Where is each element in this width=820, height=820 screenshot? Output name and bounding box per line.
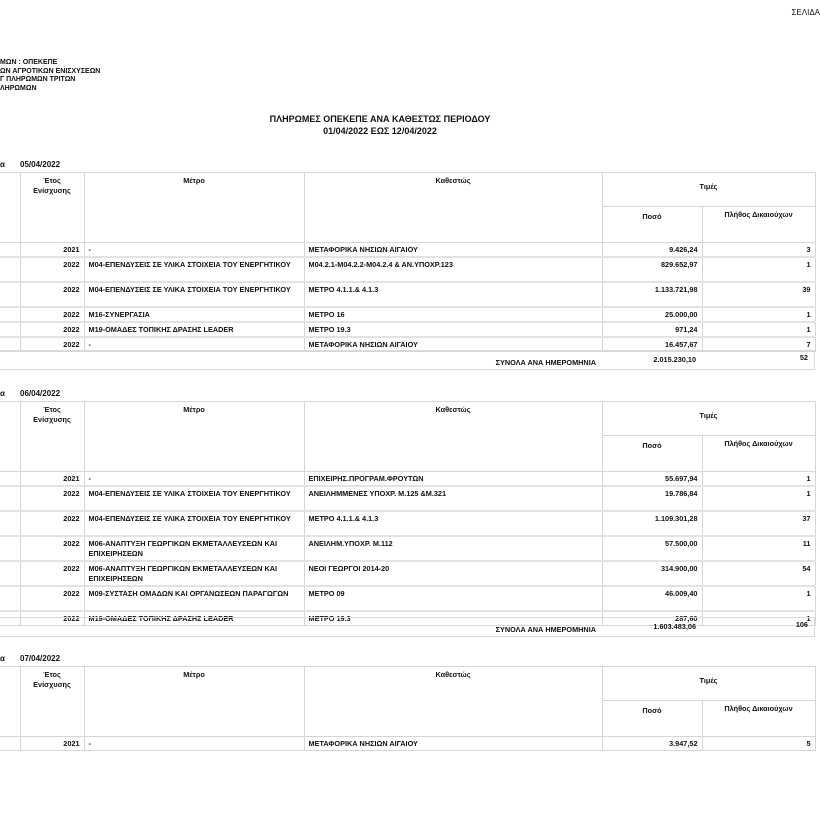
row-blank xyxy=(0,586,20,611)
row-blank xyxy=(0,472,20,487)
table-row xyxy=(0,536,815,561)
cell-year: 2022 xyxy=(20,337,84,352)
cell-amount: 971,24 xyxy=(602,322,702,337)
cell-amount: 46.009,40 xyxy=(602,586,702,611)
row-blank xyxy=(0,257,20,282)
total-amount: 1.603.483,06 xyxy=(653,622,696,631)
header-measure: Μέτρο xyxy=(84,173,304,243)
header-measure: Μέτρο xyxy=(84,402,304,472)
date-totals-row xyxy=(0,617,815,637)
header-values: Τιμές xyxy=(602,667,815,701)
header-year: Έτος Ενίσχυσης xyxy=(20,173,84,243)
header-values: Τιμές xyxy=(602,402,815,436)
payment-date: 06/04/2022 xyxy=(20,389,61,398)
cell-count: 1 xyxy=(702,307,815,322)
cell-scheme: ΜΕΤΡΟ 16 xyxy=(304,307,602,322)
payments-table xyxy=(0,666,816,751)
cell-count: 37 xyxy=(702,511,815,536)
header-count: Πλήθος Δικαιούχων xyxy=(702,436,815,472)
cell-scheme: ΜΕΤΑΦΟΡΙΚΑ ΝΗΣΙΩΝ ΑΙΓΑΙΟΥ xyxy=(304,737,602,751)
cell-measure: Μ19-ΟΜΑΔΕΣ ΤΟΠΙΚΗΣ ΔΡΑΣΗΣ LEADER xyxy=(84,611,304,626)
cell-measure: - xyxy=(84,737,304,751)
cell-measure: - xyxy=(84,337,304,352)
page-label: ΣΕΛΙΔΑ xyxy=(791,8,820,17)
cell-count: 11 xyxy=(702,536,815,561)
cell-amount: 25.000,00 xyxy=(602,307,702,322)
cell-scheme: ΜΕΤΡΟ 09 xyxy=(304,586,602,611)
cell-scheme: ΑΝΕΙΛΗΜΜΕΝΕΣ ΥΠΟΧΡ. Μ.125 &Μ.321 xyxy=(304,486,602,511)
cell-year: 2022 xyxy=(20,307,84,322)
cell-amount: 314.900,00 xyxy=(602,561,702,586)
header-values: Τιμές xyxy=(602,173,815,207)
totals-label: ΣΥΝΟΛΑ ΑΝΑ ΗΜΕΡΟΜΗΝΙΑ xyxy=(495,625,596,634)
header-blank xyxy=(0,173,20,243)
section-date-row xyxy=(0,654,200,664)
row-blank xyxy=(0,307,20,322)
cell-count: 54 xyxy=(702,561,815,586)
row-blank xyxy=(0,737,20,751)
total-count: 52 xyxy=(799,353,808,362)
cell-measure: Μ19-ΟΜΑΔΕΣ ΤΟΠΙΚΗΣ ΔΡΑΣΗΣ LEADER xyxy=(84,322,304,337)
totals-label: ΣΥΝΟΛΑ ΑΝΑ ΗΜΕΡΟΜΗΝΙΑ xyxy=(495,358,596,367)
date-label: α xyxy=(0,654,5,663)
row-blank xyxy=(0,561,20,586)
table-row xyxy=(0,307,815,322)
org-line: Γ ΠΛΗΡΩΜΩΝ ΤΡΙΤΩΝ xyxy=(0,76,76,83)
cell-scheme: ΜΕΤΡΟ 4.1.1.& 4.1.3 xyxy=(304,282,602,307)
table-row xyxy=(0,472,815,487)
header-scheme: Καθεστώς xyxy=(304,402,602,472)
cell-scheme: ΜΕΤΡΟ 19.3 xyxy=(304,322,602,337)
date-label: α xyxy=(0,389,5,398)
cell-measure: Μ06-ΑΝΑΠΤΥΞΗ ΓΕΩΡΓΙΚΩΝ ΕΚΜΕΤΑΛΛΕΥΣΕΩΝ ΚΑΙ ΕΠΙΧΕΙΡΗΣΕΩΝ xyxy=(84,561,304,586)
cell-measure: Μ04-ΕΠΕΝΔΥΣΕΙΣ ΣΕ ΥΛΙΚΑ ΣΤΟΙΧΕΙΑ ΤΟΥ ΕΝΕΡΓΗΤΙΚΟΥ xyxy=(84,282,304,307)
cell-amount: 16.457,67 xyxy=(602,337,702,352)
cell-measure: Μ09-ΣΥΣΤΑΣΗ ΟΜΑΔΩΝ ΚΑΙ ΟΡΓΑΝΩΣΕΩΝ ΠΑΡΑΓΩΓΩΝ xyxy=(84,586,304,611)
org-line: ΛΗΡΩΜΩΝ xyxy=(0,84,37,92)
cell-amount: 1.133.721,98 xyxy=(602,282,702,307)
header-blank xyxy=(0,402,20,472)
cell-year: 2022 xyxy=(20,257,84,282)
cell-amount: 57.500,00 xyxy=(602,536,702,561)
cell-amount: 55.697,94 xyxy=(602,472,702,487)
payments-table xyxy=(0,401,816,626)
table-row xyxy=(0,257,815,282)
cell-year: 2022 xyxy=(20,561,84,586)
cell-count: 39 xyxy=(702,282,815,307)
cell-amount: 287,60 xyxy=(602,611,702,626)
section-date-row xyxy=(0,160,200,170)
cell-amount: 3.947,52 xyxy=(602,737,702,751)
cell-count: 1 xyxy=(702,472,815,487)
row-blank xyxy=(0,511,20,536)
row-blank xyxy=(0,282,20,307)
cell-count: 1 xyxy=(702,322,815,337)
org-line: ΜΩΝ : ΟΠΕΚΕΠΕ xyxy=(0,59,58,66)
header-year: Έτος Ενίσχυσης xyxy=(20,402,84,472)
header-scheme: Καθεστώς xyxy=(304,667,602,737)
cell-measure: - xyxy=(84,472,304,487)
cell-scheme: ΜΕΤΑΦΟΡΙΚΑ ΝΗΣΙΩΝ ΑΙΓΑΙΟΥ xyxy=(304,243,602,258)
header-scheme: Καθεστώς xyxy=(304,173,602,243)
header-count: Πλήθος Δικαιούχων xyxy=(702,701,815,737)
cell-year: 2021 xyxy=(20,243,84,258)
total-count: 106 xyxy=(795,620,808,629)
cell-count: 7 xyxy=(702,337,815,352)
cell-year: 2022 xyxy=(20,486,84,511)
cell-count: 3 xyxy=(702,243,815,258)
table-row xyxy=(0,586,815,611)
header-amount: Ποσό xyxy=(602,207,702,243)
payment-date: 07/04/2022 xyxy=(20,654,61,663)
cell-measure: Μ04-ΕΠΕΝΔΥΣΕΙΣ ΣΕ ΥΛΙΚΑ ΣΤΟΙΧΕΙΑ ΤΟΥ ΕΝΕΡΓΗΤΙΚΟΥ xyxy=(84,486,304,511)
cell-year: 2022 xyxy=(20,611,84,626)
report-title: ΠΛΗΡΩΜΕΣ ΟΠΕΚΕΠΕ ΑΝΑ ΚΑΘΕΣΤΩΣ ΠΕΡΙΟΔΟΥ xyxy=(269,114,491,124)
cell-year: 2021 xyxy=(20,737,84,751)
table-row xyxy=(0,282,815,307)
cell-amount: 1.109.301,28 xyxy=(602,511,702,536)
cell-year: 2022 xyxy=(20,282,84,307)
row-blank xyxy=(0,322,20,337)
cell-scheme: Μ04.2.1-Μ04.2.2-Μ04.2.4 & ΑΝ.ΥΠΟΧΡ.123 xyxy=(304,257,602,282)
header-blank xyxy=(0,667,20,737)
table-row xyxy=(0,322,815,337)
cell-year: 2022 xyxy=(20,536,84,561)
cell-scheme: ΕΠΙΧΕΙΡΗΣ.ΠΡΟΓΡΑΜ.ΦΡΟΥΤΩΝ xyxy=(304,472,602,487)
total-amount: 2.015.230,10 xyxy=(653,355,696,364)
cell-measure: Μ16-ΣΥΝΕΡΓΑΣΙΑ xyxy=(84,307,304,322)
cell-year: 2022 xyxy=(20,322,84,337)
cell-scheme: ΜΕΤΡΟ 4.1.1.& 4.1.3 xyxy=(304,511,602,536)
cell-year: 2021 xyxy=(20,472,84,487)
cell-scheme: ΜΕΤΡΟ 19.3 xyxy=(304,611,602,626)
table-row xyxy=(0,561,815,586)
cell-amount: 9.426,24 xyxy=(602,243,702,258)
header-amount: Ποσό xyxy=(602,701,702,737)
report-period: 01/04/2022 ΕΩΣ 12/04/2022 xyxy=(323,126,437,136)
cell-measure: Μ04-ΕΠΕΝΔΥΣΕΙΣ ΣΕ ΥΛΙΚΑ ΣΤΟΙΧΕΙΑ ΤΟΥ ΕΝΕΡΓΗΤΙΚΟΥ xyxy=(84,257,304,282)
cell-count: 1 xyxy=(702,486,815,511)
section-date-row xyxy=(0,389,200,399)
date-label: α xyxy=(0,160,5,169)
cell-count: 1 xyxy=(702,257,815,282)
org-line: ΩΝ ΑΓΡΟΤΙΚΩΝ ΕΝΙΣΧΥΣΕΩΝ xyxy=(0,67,101,75)
cell-measure: - xyxy=(84,243,304,258)
cell-count: 1 xyxy=(702,611,815,626)
cell-count: 1 xyxy=(702,586,815,611)
table-row xyxy=(0,511,815,536)
row-blank xyxy=(0,486,20,511)
header-count: Πλήθος Δικαιούχων xyxy=(702,207,815,243)
date-totals-row xyxy=(0,350,815,370)
cell-scheme: ΜΕΤΑΦΟΡΙΚΑ ΝΗΣΙΩΝ ΑΙΓΑΙΟΥ xyxy=(304,337,602,352)
cell-measure: Μ04-ΕΠΕΝΔΥΣΕΙΣ ΣΕ ΥΛΙΚΑ ΣΤΟΙΧΕΙΑ ΤΟΥ ΕΝΕΡΓΗΤΙΚΟΥ xyxy=(84,511,304,536)
cell-amount: 829.652,97 xyxy=(602,257,702,282)
header-year: Έτος Ενίσχυσης xyxy=(20,667,84,737)
table-row xyxy=(0,243,815,258)
payment-date: 05/04/2022 xyxy=(20,160,61,169)
cell-year: 2022 xyxy=(20,586,84,611)
cell-amount: 19.786,84 xyxy=(602,486,702,511)
cell-measure: Μ06-ΑΝΑΠΤΥΞΗ ΓΕΩΡΓΙΚΩΝ ΕΚΜΕΤΑΛΛΕΥΣΕΩΝ ΚΑΙ ΕΠΙΧΕΙΡΗΣΕΩΝ xyxy=(84,536,304,561)
table-row xyxy=(0,737,815,751)
row-blank xyxy=(0,536,20,561)
table-row xyxy=(0,486,815,511)
cell-scheme: ΑΝΕΙΛΗΜ.ΥΠΟΧΡ. Μ.112 xyxy=(304,536,602,561)
row-blank xyxy=(0,243,20,258)
cell-count: 5 xyxy=(702,737,815,751)
payments-table xyxy=(0,172,816,352)
cell-year: 2022 xyxy=(20,511,84,536)
header-amount: Ποσό xyxy=(602,436,702,472)
cell-scheme: ΝΕΟΙ ΓΕΩΡΓΟΙ 2014-20 xyxy=(304,561,602,586)
header-measure: Μέτρο xyxy=(84,667,304,737)
